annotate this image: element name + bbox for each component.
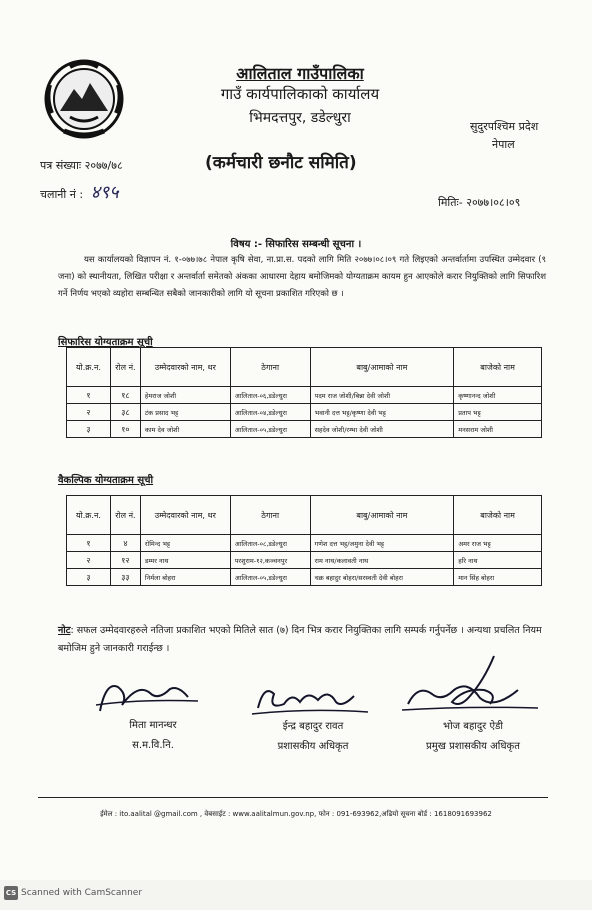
table-row bbox=[67, 421, 542, 438]
alternate-table bbox=[66, 495, 542, 586]
col-parents: बाबु/आमाको नाम bbox=[310, 496, 454, 535]
dispatch-number bbox=[40, 180, 119, 204]
col-grandfather: बाजेको नाम bbox=[454, 348, 542, 387]
alternate-list-title: वैकल्पिक योग्यताक्रम सूची bbox=[58, 475, 154, 486]
signatory-name: मिता मानन्धर bbox=[129, 720, 177, 731]
table-row bbox=[67, 387, 542, 404]
cell-serial: २ bbox=[67, 552, 111, 569]
cell-grandfather: हरि नाथ bbox=[454, 552, 542, 569]
cell-parents: भवानी दत्त भट्ट/कृष्णा देवी भट्ट bbox=[310, 404, 454, 421]
camscanner-logo-icon: CS bbox=[4, 886, 18, 900]
note-label: नोट bbox=[58, 625, 71, 636]
signature-block-2 bbox=[238, 680, 388, 752]
table-header-row bbox=[67, 496, 542, 535]
signatory-name: भोज बहादुर ऐडी bbox=[443, 721, 503, 732]
recommended-table bbox=[66, 347, 542, 438]
committee-title: (कर्मचारी छनौट समिति) bbox=[205, 153, 357, 173]
cell-parents: चक्र बहादुर बोहरा/सरस्वती देवी बोहरा bbox=[310, 569, 454, 586]
cell-grandfather: मान सिंह बोहरा bbox=[454, 569, 542, 586]
country-name: नेपाल bbox=[492, 138, 515, 151]
col-candidate: उम्मेदवारको नाम, थर bbox=[140, 348, 230, 387]
signatory-title: प्रमुख प्रशासकीय अधिकृत bbox=[426, 741, 520, 752]
office-name: गाउँ कार्यपालिकाको कार्यालय bbox=[220, 85, 380, 103]
cell-roll: ३३ bbox=[110, 569, 140, 586]
signatory-title: स.म.वि.नि. bbox=[132, 740, 174, 751]
scanner-watermark bbox=[4, 886, 142, 900]
col-roll: रोल नं. bbox=[110, 348, 140, 387]
cell-roll: १८ bbox=[110, 387, 140, 404]
cell-serial: २ bbox=[67, 404, 111, 421]
cell-serial: ३ bbox=[67, 421, 111, 438]
notice-body: यस कार्यालयको विज्ञापन नं. १-०७७।७८ नेपाल कृषि सेवा, ना.प्रा.स. पदको लागि मिति २०७७।०८।०९ गते लिइएको अन्तर्वार्तामा उपस्थित उम्मेदवार (९ जना) को स्थानीयता, लिखित परीक्षा र अन्तर्वार्ता समेतको अंकका आधारमा देहाय बमोजिमको योग्यताक्रम कायम हुन आएकोले करार नियुक्तिको लागि सिफारिश गर्ने निर्णय भएको व्यहोरा सम्बन्धित सबैको जानकारीको लागि यो सूचना प्रकाशित गरिएको छ । bbox=[58, 255, 546, 299]
handwritten-signature-icon bbox=[78, 675, 228, 717]
cell-candidate: डम्मर नाथ bbox=[140, 552, 230, 569]
province-block bbox=[470, 118, 580, 154]
note-text: : सफल उम्मेदवारहरुले नतिजा प्रकाशित भएको मितिले सात (७) दिन भित्र करार नियुक्तिका लागि सम्पर्क गर्नुपर्नेछ । अन्यथा प्रचलित नियम बमोजिम हुने जानकारी गराईन्छ । bbox=[58, 625, 542, 654]
table-row bbox=[67, 569, 542, 586]
recommended-list-title: सिफारिस योग्यताक्रम सूची bbox=[58, 337, 153, 348]
document-date: मितिः- २०७७।०८।०९ bbox=[438, 196, 521, 209]
cell-candidate: हेमराज जोशी bbox=[140, 387, 230, 404]
cell-roll: १० bbox=[110, 421, 140, 438]
col-serial: यो.क्र.न. bbox=[67, 348, 111, 387]
col-grandfather: बाजेको नाम bbox=[454, 496, 542, 535]
dispatch-label: चलानी नं : bbox=[40, 188, 84, 201]
footer-divider bbox=[38, 797, 548, 798]
col-address: ठेगाना bbox=[230, 496, 310, 535]
province-name: सुदुरपश्चिम प्रदेश bbox=[470, 120, 539, 133]
col-roll: रोल नं. bbox=[110, 496, 140, 535]
nepal-emblem-icon bbox=[40, 55, 128, 143]
cell-serial: ३ bbox=[67, 569, 111, 586]
cell-grandfather: कृष्णानन्द जोशी bbox=[454, 387, 542, 404]
table-row bbox=[67, 535, 542, 552]
cell-serial: १ bbox=[67, 387, 111, 404]
cell-address: आलिताल-०४,डडेल्धुरा bbox=[230, 404, 310, 421]
cell-parents: सहदेव जोशी/रम्भा देवी जोशी bbox=[310, 421, 454, 438]
table-row bbox=[67, 404, 542, 421]
cell-roll: ३८ bbox=[110, 404, 140, 421]
cell-candidate: काम देव जोशी bbox=[140, 421, 230, 438]
cell-grandfather: प्रताप भट्ट bbox=[454, 404, 542, 421]
cell-parents: गणेश दत्त भट्ट/जमुना देवी भट्ट bbox=[310, 535, 454, 552]
subject-line: विषय :- सिफारिस सम्बन्धी सूचना । bbox=[230, 239, 362, 250]
table-row bbox=[67, 552, 542, 569]
cell-address: आलिताल-०६,डडेल्धुरा bbox=[230, 387, 310, 404]
cell-grandfather: अमर राज भट्ट bbox=[454, 535, 542, 552]
signatory-name: ईन्द्र बहादुर रावत bbox=[282, 721, 344, 732]
letter-number: पत्र संख्याः २०७७/७८ bbox=[40, 159, 123, 172]
table-header-row bbox=[67, 348, 542, 387]
cell-grandfather: मनसराम जोशी bbox=[454, 421, 542, 438]
col-address: ठेगाना bbox=[230, 348, 310, 387]
col-candidate: उम्मेदवारको नाम, थर bbox=[140, 496, 230, 535]
scanner-text: Scanned with CamScanner bbox=[21, 888, 143, 898]
cell-parents: राम नाथ/कलावती नाथ bbox=[310, 552, 454, 569]
cell-candidate: निर्मला बोहरा bbox=[140, 569, 230, 586]
dispatch-handwritten-number: ४९५ bbox=[90, 182, 119, 203]
municipality-name: आलिताल गाउँपालिका bbox=[236, 64, 364, 83]
cell-candidate: रोमिन्द भट्ट bbox=[140, 535, 230, 552]
handwritten-signature-icon bbox=[238, 680, 388, 718]
handwritten-signature-icon bbox=[398, 650, 548, 718]
office-address: भिमदत्तपुर, डडेल्धुरा bbox=[249, 110, 351, 126]
cell-address: आलिताल-०५,डडेल्धुरा bbox=[230, 421, 310, 438]
cell-roll: १२ bbox=[110, 552, 140, 569]
cell-parents: पदम राज जोशी/बिन्ना देवी जोशी bbox=[310, 387, 454, 404]
cell-address: आलिताल-०८,डडेल्धुरा bbox=[230, 535, 310, 552]
signature-block-1 bbox=[78, 675, 228, 751]
cell-serial: १ bbox=[67, 535, 111, 552]
signatory-title: प्रशासकीय अधिकृत bbox=[277, 741, 349, 752]
col-serial: यो.क्र.न. bbox=[67, 496, 111, 535]
cell-candidate: टंक प्रसाद भट्ट bbox=[140, 404, 230, 421]
cell-address: परशुराम-१२,कञ्चनपुर bbox=[230, 552, 310, 569]
signature-block-3 bbox=[398, 650, 548, 752]
col-parents: बाबु/आमाको नाम bbox=[310, 348, 454, 387]
cell-address: आलिताल-०५,डडेल्धुरा bbox=[230, 569, 310, 586]
cell-roll: ४ bbox=[110, 535, 140, 552]
contact-footer: ईमेल : ito.aalital @gmail.com , वेबसाईट : www.aalitalmun.gov.np, फोन : 091-693962,अढियो सूचना बोर्ड : 1618091693962 bbox=[100, 810, 492, 818]
